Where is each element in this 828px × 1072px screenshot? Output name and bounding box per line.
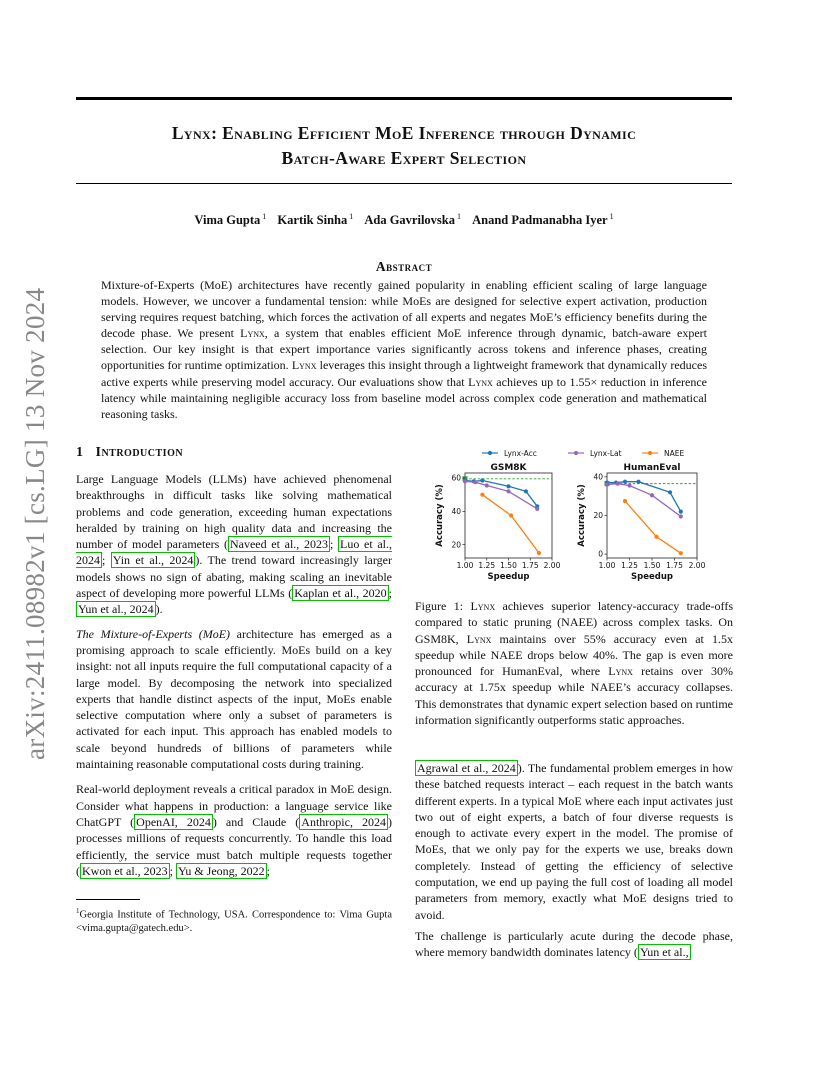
data-point xyxy=(623,480,627,484)
section-heading: 1 Introduction xyxy=(76,445,184,460)
y-tick-label: 0 xyxy=(598,549,603,559)
data-point xyxy=(627,483,631,487)
x-tick-label: 1.25 xyxy=(621,561,638,570)
data-point xyxy=(524,489,528,493)
series-line xyxy=(465,481,537,509)
series-line xyxy=(607,484,681,517)
citation-link[interactable]: Yun et al., xyxy=(639,945,689,960)
y-tick-label: 40 xyxy=(593,472,603,482)
arxiv-identifier: arXiv:2411.08982v1 [cs.LG] 13 Nov 2024 xyxy=(20,287,50,760)
author: Anand Padmanabha Iyer $^1$ xyxy=(472,212,614,228)
title-rule-top xyxy=(76,97,732,100)
series-line xyxy=(607,482,681,512)
intro-paragraph-1: Large Language Models (LLMs) have achieved phenomenal breakthroughs in difficult tasks like solving mathematical problems and code generation, exceeding human expectations heralded by training on high quality data and increasing the number of model parameters ( Naveed et al., 2023 ; Luo et al., 2024 ; Yin et al., 2024 ). The trend toward increasingly larger models shows no sign of abating, making scaling an inevitable aspect of developing more powerful LLMs ( Kaplan et al., 2020 ; Yun et al., 2024 ). xyxy=(76,472,393,617)
data-point xyxy=(650,493,654,497)
paper-title xyxy=(76,121,732,171)
y-axis-label: Accuracy (%) xyxy=(435,484,445,547)
x-tick-label: 1.50 xyxy=(500,561,517,570)
citation-link[interactable]: Anthropic, 2024 xyxy=(301,814,386,829)
data-point xyxy=(535,507,539,511)
author: Kartik Sinha $^1$ xyxy=(277,212,354,228)
x-tick-label: 1.50 xyxy=(643,561,661,570)
figure-caption: Figure 1: Lynx achieves superior latency-accuracy trade-offs compared to static pruning (NAEE) across complex tasks. On GSM8K, Lynx maintains over 55% accuracy even at 1.5x speedup while NAEE drops below 40%. The gap is even more pronounced for HumanEval, where Lynx retains over 30% accuracy at 1.75x speedup while NAEE’s accuracy collapses. This demonstrates that dynamic expert selection based on runtime information significantly outperforms static approaches. xyxy=(415,599,734,728)
chart-title: HumanEval xyxy=(623,463,681,473)
data-point xyxy=(473,480,477,484)
title-line-2: Batch-Aware Expert Selection xyxy=(281,148,527,168)
abstract-heading: Abstract xyxy=(375,259,433,274)
x-tick-label: 2.00 xyxy=(543,561,561,570)
chart-title: GSM8K xyxy=(490,463,527,473)
author-list xyxy=(76,212,732,228)
data-point xyxy=(623,499,627,503)
abstract-text: Mixture-of-Experts (MoE) architectures have recently gained popularity in enabling efficient scaling of large language models. However, we uncover a fundamental tension: while MoEs are designed for selective expert activation, production serving requires request batching, which forces the activation of all experts and negates MoE’s efficiency benefits during the decode phase. We present Lynx, a system that enables efficient MoE inference through dynamic, batch-aware expert selection. Our key insight is that expert importance varies significantly across tokens and inference phases, creating opportunities for runtime optimization. Lynx leverages this insight through a lightweight framework that dynamically reduces active experts while preserving model accuracy. Our evaluations show that Lynx achieves up to 1.55× reduction in inference latency while maintaining negligible accuracy loss from baseline model across complex code generation and mathematical reasoning tasks. xyxy=(101,278,708,421)
citation-link[interactable]: Yu & Jeong, 2022 xyxy=(178,863,265,878)
citation-link[interactable]: Yun et al., 2024 xyxy=(78,602,154,617)
data-point xyxy=(616,482,620,486)
left-column xyxy=(76,471,392,887)
data-point xyxy=(537,551,541,555)
data-point xyxy=(506,489,510,493)
x-tick-label: 1.00 xyxy=(456,561,474,570)
legend-label: Lynx-Lat xyxy=(590,449,622,458)
data-point xyxy=(636,480,640,484)
author: Vima Gupta $^1$ xyxy=(194,212,267,228)
author: Ada Gavrilovska $^1$ xyxy=(364,212,461,228)
intro-paragraph-3: Real-world deployment reveals a critical paradox in MoE design. Consider what happens in production: a language service like ChatGPT ( OpenAI, 2024 ) and Claude ( Anthropic, 2024 ) processes millions of requests concurrently. To handle this load efficiently, the service must batch multiple requests together ( Kwon et al., 2023 ; Yu & Jeong, 2022 ; xyxy=(76,782,392,878)
x-tick-label: 1.00 xyxy=(598,561,616,570)
right-column-paragraph-2: The challenge is particularly acute during the decode phase, where memory bandwidth dominates latency ( Yun et al., xyxy=(415,929,733,960)
title-line-1: Lynx: Enabling Efficient MoE Inference through Dynamic xyxy=(171,123,637,143)
data-point xyxy=(654,535,658,539)
y-tick-label: 40 xyxy=(451,506,461,516)
series-line xyxy=(625,501,681,553)
data-point xyxy=(480,478,484,482)
y-tick-label: 20 xyxy=(593,511,603,521)
citation-link[interactable]: Kaplan et al., 2020 xyxy=(294,586,387,601)
data-point xyxy=(679,551,683,555)
citation-link[interactable]: Agrawal et al., 2024 xyxy=(417,761,516,775)
data-point xyxy=(679,514,683,518)
footnote: $^1$Georgia Institute of Technology, USA. Correspondence to: Vima Gupta <vima.gupta@gatech.edu>. xyxy=(76,907,392,934)
x-axis-label: Speedup xyxy=(487,572,530,582)
legend-swatch-marker xyxy=(488,451,492,455)
citation-link[interactable]: OpenAI, 2024 xyxy=(136,814,211,829)
series-line xyxy=(482,495,539,553)
data-point xyxy=(668,490,672,494)
figure-1 xyxy=(420,440,740,590)
citation-link[interactable]: Kwon et al., 2023 xyxy=(82,863,168,878)
data-point xyxy=(509,513,513,517)
x-tick-label: 2.00 xyxy=(688,561,706,570)
data-point xyxy=(485,483,489,487)
x-axis-label: Speedup xyxy=(631,572,673,582)
y-tick-label: 20 xyxy=(451,540,461,550)
x-tick-label: 1.25 xyxy=(478,561,496,570)
data-point xyxy=(463,479,467,483)
title-rule-bottom xyxy=(76,183,732,184)
data-point xyxy=(480,493,484,497)
citation-link[interactable]: Yin et al., 2024 xyxy=(112,553,194,568)
intro-paragraph-2: The Mixture-of-Experts (MoE) architecture has emerged as a promising approach to scale efficiently. MoEs build on a key insight: not all inputs require the full computational capacity of a large model. By decomposing the network into specialized experts that handle distinct aspects of the input, MoEs enable selective computation where only a subset of parameters is activated for each input. This approach has enabled models to scale beyond hundreds of billions of parameters while maintaining reasonable computational costs during training. xyxy=(76,626,393,772)
y-axis-label: Accuracy (%) xyxy=(577,484,587,547)
data-point xyxy=(506,484,510,488)
x-tick-label: 1.75 xyxy=(521,561,539,570)
legend-swatch-marker xyxy=(648,451,652,455)
legend-label: NAEE xyxy=(664,449,685,458)
footnote-rule xyxy=(76,899,140,900)
x-tick-label: 1.75 xyxy=(666,561,683,570)
data-point xyxy=(679,510,683,514)
citation-link[interactable]: Luo et al., 2024 xyxy=(76,537,393,568)
citation-link[interactable]: Naveed et al., 2023 xyxy=(229,537,328,552)
y-tick-label: 60 xyxy=(451,473,461,483)
legend-swatch-marker xyxy=(574,451,578,455)
right-column-paragraph-1: Agrawal et al., 2024 ). The fundamental problem emerges in how these batched requests interact – each request in the batch wants different experts. In a typical MoE where each input activates just two out of eight experts, a batch of four diverse requests is enough to activate every expert in the model. The promise of MoEs, that we only pay for the experts we use, breaks down completely. Instead of getting the efficiency of selective computation, we end up paying the full cost of loading all model parameters from memory, exactly what MoE designs tried to avoid. xyxy=(415,761,733,922)
data-point xyxy=(605,482,609,486)
legend-label: Lynx-Acc xyxy=(504,449,537,458)
